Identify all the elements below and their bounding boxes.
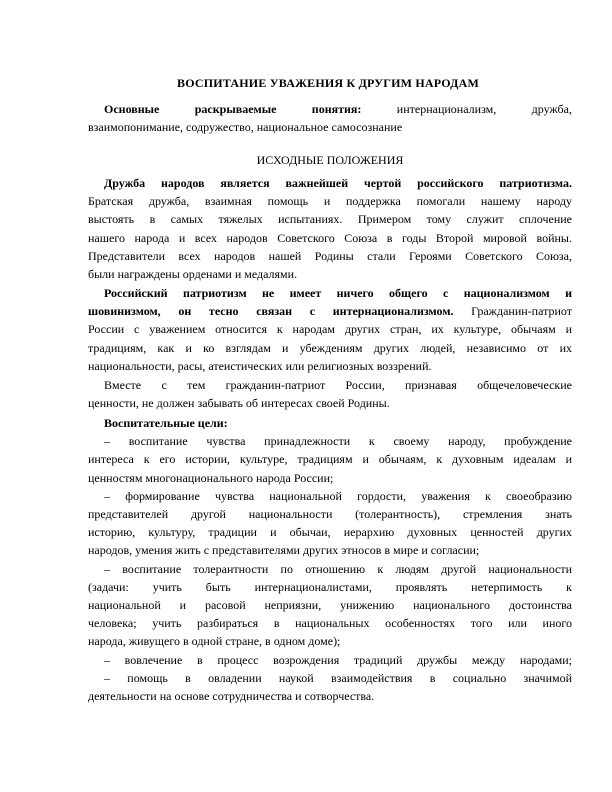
paragraph-lead-sentence: Российский патриотизм не имеет ничего общего с национализмом и [104,286,572,300]
paragraph-line: Братская дружба, взаимная помощь и поддержка помогали нашему народу [88,194,572,209]
paragraph-line: национальности, расы, атеистических или религиозных воззрений. [88,358,432,373]
paragraph-line [88,302,572,320]
paragraph-line: Вместе с тем гражданин-патриот России, признавая общечеловеческие [104,378,572,392]
paragraph-line: ценности, не должен забывать об интересах своей Родины. [88,396,390,411]
goal-line: ценностям многонационального народа России; [88,470,334,485]
goal-item [88,560,572,651]
paragraph-line: выстоять в самых тяжелых испытаниях. Примером тому служит сплочение [88,212,572,227]
goal-item [88,669,572,705]
paragraph-line: традициям, как и ко взглядам и убеждениям других людей, независимо от их [88,340,572,355]
goals-heading: Воспитательные цели: [104,416,228,430]
goal-line: – воспитание толерантности по отношению к людям другой национальности [104,561,572,576]
document-title: ВОСПИТАНИЕ УВАЖЕНИЯ К ДРУГИМ НАРОДАМ [176,76,480,90]
concepts-line: взаимопонимание, содружество, национальное самосознание [88,120,403,135]
paragraph-patriotism [88,284,572,375]
goal-line: народа, живущего в одной стране, в одном доме); [88,634,341,649]
goal-item [88,432,572,487]
goal-line: – помощь в овладении наукой взаимодействия в социально значимой [104,670,572,685]
goal-item [88,651,572,669]
goals-section [88,414,572,705]
concepts-list-start: интернационализм, дружба, [361,102,572,116]
key-concepts-paragraph [88,100,572,136]
goal-line: (задачи: учить быть интернационалистами, проявлять нетерпимость к [88,579,572,594]
goal-line: историю, культуру, традиции и обычаи, иерархию духовных ценностей других [88,525,572,540]
goal-line: – формирование чувства национальной гордости, уважения к своеобразию [104,488,572,503]
section-subheading: ИСХОДНЫЕ ПОЛОЖЕНИЯ [256,153,404,167]
goal-line: человека; учить разбираться в национальных особенностях того или иного [88,616,572,631]
goal-line: – воспитание чувства принадлежности к своему народу, пробуждение [104,434,572,449]
paragraph-lead-sentence: Дружба народов является важнейшей чертой российского патриотизма. [104,176,572,190]
goal-item [88,487,572,560]
goal-line: национальной и расовой неприязни, унижению национального достоинства [88,598,572,613]
goal-line: народов, умения жить с представителями других этносов в мире и согласии; [88,543,480,558]
paragraph-line: России с уважением относится к народам других стран, их культуре, обычаям и [88,322,572,337]
paragraph-line: Представители всех народов нашей Родины стали Героями Советского Союза, [88,248,572,263]
concepts-label: Основные раскрываемые понятия: [104,102,362,116]
goal-line: интереса к его истории, культуре, традициям и обычаям, к духовным идеалам и [88,452,572,467]
paragraph-lead-sentence-end: шовинизмом, он тесно связан с интернационализмом. [88,304,454,319]
paragraph-text: Гражданин-патриот [453,304,572,319]
goal-line: представителей другой национальности (толерантность), стремления знать [88,507,572,522]
concepts-line [88,100,572,118]
paragraph-friendship [88,174,572,283]
paragraph-line: нашего народа и всех народов Советского Союза в годы Второй мировой войны. [88,230,572,245]
goal-line: – вовлечение в процесс возрождения традиций дружбы между народами; [104,652,572,667]
goal-line: деятельности на основе сотрудничества и сотворчества. [88,689,375,704]
paragraph-line: были награждены орденами и медалями. [88,267,298,282]
paragraph-universal-values [88,376,572,412]
